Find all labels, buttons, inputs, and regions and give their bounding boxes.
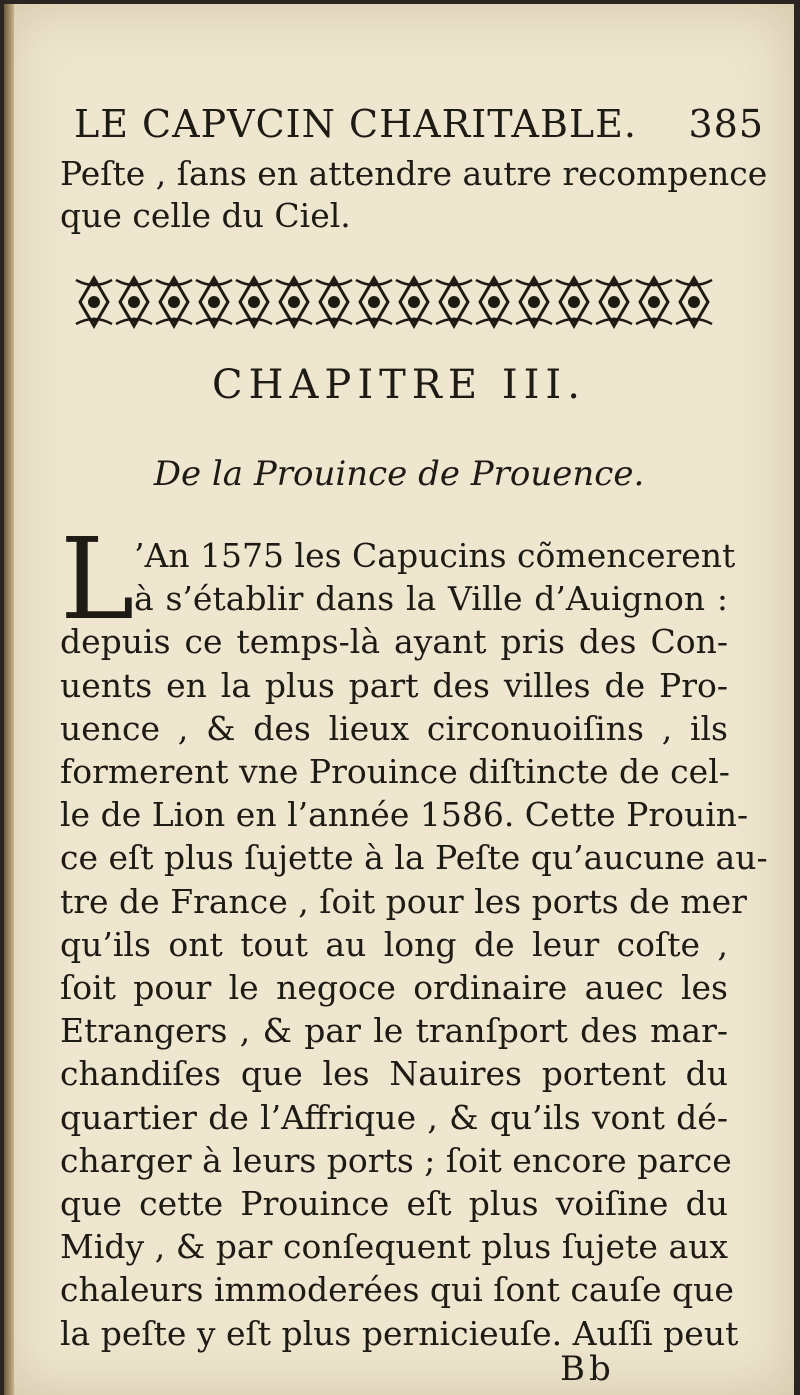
paragraph-line: chaleurs immoderées qui ſont cauſe que	[60, 1270, 734, 1310]
running-head	[74, 102, 764, 146]
book-page	[4, 4, 794, 1395]
paragraph-line: ’An 1575 les Capucins cõmencerent	[134, 536, 736, 575]
paragraph-line: à s’établir dans la Ville d’Auignon :	[134, 579, 728, 619]
paragraph-line: uence , & des lieux circonuoiſins , ils	[60, 708, 728, 748]
paragraph-line: le de Lion en l’année 1586. Cette Prouin-	[60, 795, 749, 835]
paragraph-line: ſoit pour le negoce ordinaire auec les	[60, 968, 728, 1007]
chapter-subtitle: De la Prouince de Prouence.	[153, 454, 645, 494]
running-head-title: LE CAPVCIN CHARITABLE.	[74, 102, 637, 146]
carryover-line: que celle du Ciel.	[60, 196, 351, 235]
paragraph-line: Etrangers , & par le tranſport des mar-	[60, 1011, 728, 1051]
chapter-title: CHAPITRE III.	[212, 362, 586, 408]
book-spine-edge	[4, 4, 14, 1395]
paragraph-line: formerent vne Prouince diſtincte de cel-	[60, 752, 730, 791]
ornamental-band	[74, 272, 714, 332]
carryover-line: Peſte , ſans en attendre autre recompence	[60, 154, 768, 193]
paragraph-line: ce eſt plus ſujette à la Peſte qu’aucune au-	[60, 838, 768, 878]
paragraph-line: uents en la plus part des villes de Pro-	[60, 665, 728, 705]
paragraph-line: charger à leurs ports ; ſoit encore parce	[60, 1140, 732, 1180]
paragraph-line: la peſte y eſt plus pernicieuſe. Auſſi peut	[60, 1313, 739, 1353]
paragraph-line: Midy , & par conſequent plus ſujete aux	[60, 1227, 728, 1267]
paragraph-line: qu’ils ont tout au long de leur coſte ,	[60, 924, 728, 964]
paragraph-line: chandiſes que les Nauires portent du	[60, 1054, 728, 1094]
drop-cap: L	[60, 515, 135, 645]
signature-mark: Bb	[560, 1349, 615, 1389]
paragraph-line: que cette Prouince eſt plus voiſine du	[60, 1184, 728, 1223]
paragraph-line: quartier de l’Affrique , & qu’ils vont dé-	[60, 1097, 728, 1137]
paragraph-line: tre de France , ſoit pour les ports de mer	[60, 881, 747, 921]
page-number: 385	[688, 102, 764, 146]
paragraph-line: depuis ce temps-là ayant pris des Con-	[60, 622, 728, 662]
